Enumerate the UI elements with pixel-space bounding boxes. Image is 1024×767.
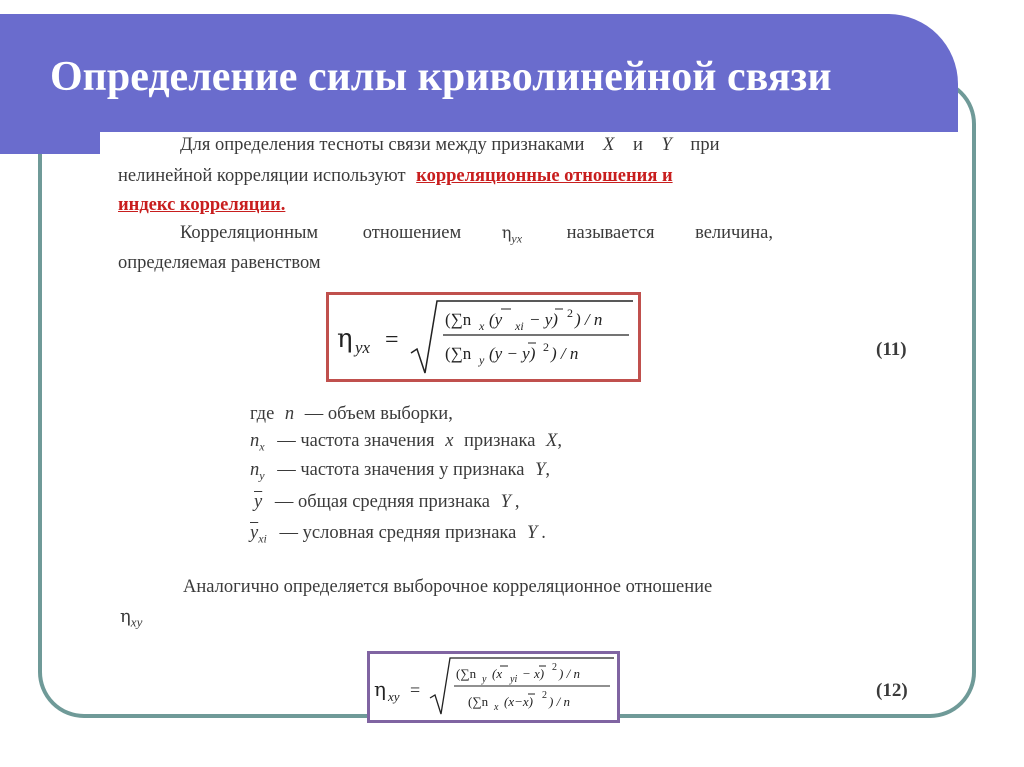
- legend-text-1: — объем выборки,: [304, 404, 453, 424]
- legend-text-4: — общая средняя признака: [274, 492, 490, 512]
- highlight-correlation-index: индекс корреляции.: [118, 195, 286, 215]
- legend-row-3: [250, 461, 550, 482]
- f11-num-a: (∑n: [445, 310, 472, 329]
- f12-den-d: ) / n: [549, 694, 570, 709]
- legend-sym-yxi: $\overline{y}$: [250, 523, 259, 543]
- legend-var-Y-3: Y: [526, 523, 538, 543]
- highlight-correlation-ratios: корреляционные отношения и: [416, 166, 673, 186]
- para2-word3: называется: [566, 223, 655, 243]
- eta-xy-symbol: η: [120, 606, 131, 627]
- para2-word4: величина,: [695, 223, 773, 243]
- eta-subscript: yx: [511, 231, 523, 246]
- eta-symbol: η: [501, 223, 512, 242]
- legend-where: где: [250, 404, 275, 424]
- para3-line1: Аналогично определяется выборочное корреляционное отношение: [183, 577, 713, 597]
- formula-12-box: [367, 651, 620, 723]
- formula-12-eq: =: [410, 680, 421, 700]
- legend-text-2: — частота значения: [277, 431, 435, 451]
- legend-row-4: [254, 493, 520, 512]
- var-y: Y: [661, 135, 672, 155]
- f11-num-b: (y: [489, 310, 503, 329]
- legend-end-5: .: [541, 523, 546, 543]
- formula-11-eq: =: [385, 327, 399, 353]
- f11-den-d: ) / n: [551, 344, 579, 363]
- legend-var-Y-1: Y: [535, 460, 546, 480]
- legend-row-2: [250, 432, 562, 453]
- equation-number-12: (12): [876, 680, 908, 701]
- f11-num-c: xi: [515, 319, 524, 333]
- f11-den-c: 2: [543, 340, 549, 354]
- f12-num-c: yi: [510, 674, 518, 685]
- slide-title: Определение силы криволинейной связи: [50, 54, 832, 100]
- f12-den-sub: x: [494, 702, 499, 713]
- formula-12-svg: [370, 654, 617, 720]
- f11-num-e: 2: [567, 306, 573, 320]
- f11-num-f: ) / n: [575, 310, 603, 329]
- para1-and: и: [632, 135, 643, 155]
- para2-line2: определяемая равенством: [118, 253, 321, 273]
- f12-num-e: 2: [552, 662, 557, 673]
- legend-text-5: — условная средняя признака: [279, 523, 517, 543]
- f11-den-sub: y: [479, 353, 485, 367]
- legend-text-2b: признака: [464, 431, 536, 451]
- formula-11-lhs-sub: yx: [355, 338, 371, 357]
- para1-at: при: [690, 135, 720, 155]
- equation-number-11: (11): [876, 339, 907, 360]
- para2-word2: отношением: [362, 223, 462, 243]
- legend-text-3: — частота значения у признака: [277, 460, 525, 480]
- legend-end-3: ,: [545, 460, 550, 480]
- legend-var-Y-2: Y: [500, 492, 511, 512]
- para1-line1: [180, 136, 719, 155]
- legend-sym-ybar: $\overline{y}$: [254, 492, 263, 512]
- para1-line3: [118, 196, 285, 215]
- f12-num-a: (∑n: [456, 666, 477, 681]
- f12-num-b: (x: [492, 666, 503, 681]
- formula-12-lhs: η: [374, 677, 386, 701]
- f11-num-d: − y): [529, 310, 558, 329]
- legend-row-1: [250, 405, 453, 424]
- f11-num-sub: x: [479, 319, 485, 333]
- para1-text: Для определения тесноты связи между признаками: [180, 135, 585, 155]
- legend-sub-y: y: [259, 468, 265, 483]
- eta-xy-subscript: xy: [130, 614, 143, 630]
- f12-den-b: (x−x): [504, 694, 533, 709]
- formula-11-svg: [329, 295, 638, 379]
- f11-den-a: (∑n: [445, 344, 472, 363]
- f12-num-d: − x): [522, 666, 545, 681]
- legend-row-5: [250, 524, 546, 545]
- var-x: X: [603, 135, 615, 155]
- para1-line2: [118, 167, 673, 186]
- para2-word1: Корреляционным: [180, 223, 319, 243]
- legend-end-2: ,: [557, 431, 562, 451]
- f12-den-a: (∑n: [468, 694, 489, 709]
- legend-sub-xi: xi: [258, 531, 267, 546]
- para2-line1: [180, 224, 773, 245]
- legend-sub-x: x: [259, 439, 265, 454]
- legend-sym-n: n: [284, 404, 295, 424]
- f11-den-b: (y − y): [489, 344, 536, 363]
- legend-var-x: x: [445, 431, 454, 451]
- para1-line2-text: нелинейной корреляции используют: [118, 166, 406, 186]
- legend-sym-ny: n: [250, 460, 260, 480]
- formula-11-box: [326, 292, 641, 382]
- title-accent-bar: [0, 132, 100, 154]
- legend-end-4: ,: [514, 492, 520, 512]
- f12-num-sub: y: [482, 674, 487, 685]
- para3-line2: [120, 608, 142, 629]
- legend-var-X: X: [546, 431, 558, 451]
- f12-num-f: ) / n: [559, 666, 580, 681]
- f12-den-c: 2: [542, 690, 547, 701]
- legend-sym-nx: n: [250, 431, 260, 451]
- formula-11-lhs: η: [337, 324, 353, 354]
- formula-12-lhs-sub: xy: [388, 689, 400, 704]
